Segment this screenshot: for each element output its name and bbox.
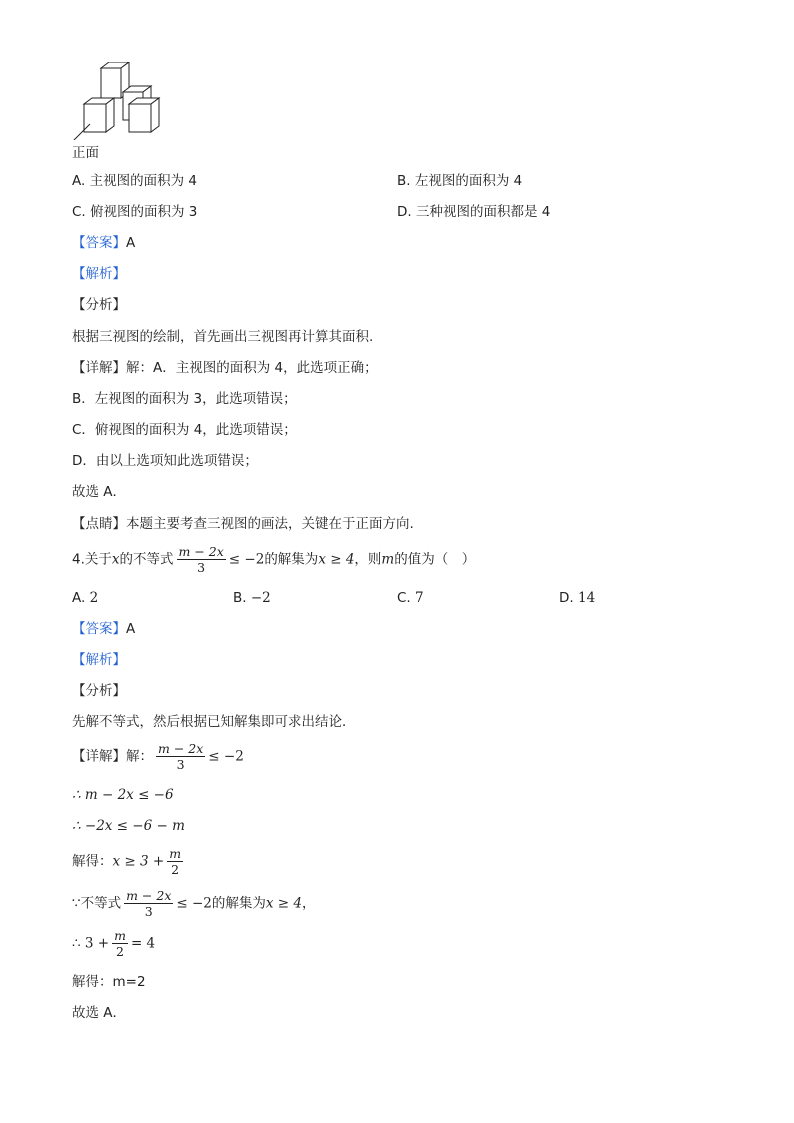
q3-dianjing: 【点睛】本题主要考查三视图的画法，关键在于正面方向. [72, 516, 414, 532]
q3-detail-4: D．由以上选项知此选项错误； [72, 453, 258, 469]
q4-fraction: $\frac{m - 2x}{3}$ [178, 544, 224, 575]
cube-stack-figure [70, 62, 170, 144]
q3-detail-1: 【详解】解：A．主视图的面积为 4，此选项正确； [72, 360, 378, 376]
q4-step-2: ∴ −2x ≤ −6 − m [72, 818, 185, 834]
q3-detail-3: C．俯视图的面积为 4，此选项错误； [72, 422, 297, 438]
q3-conclusion: 故选 A． [72, 484, 127, 500]
q4-detail-fraction: $\frac{m - 2x}{3}$ [158, 741, 204, 772]
q4-option-b: B. −2 [233, 590, 271, 606]
q4-fenxi: 先解不等式，然后根据已知解集即可求出结论． [72, 714, 356, 730]
q4-step-4: ∵不等式 $\frac{m - 2x}{3}$ ≤ −2的解集为x ≥ 4， [72, 888, 316, 919]
q4-stem: 4.关于x的不等式 $\frac{m - 2x}{3}$ ≤ −2的解集为x ≥ 4，则m的值为（ ） [72, 544, 476, 575]
q4-step-6: 解得：m=2 [72, 974, 146, 990]
q4-analysis-tag: 【解析】 [72, 652, 126, 668]
q3-detail-2: B．左视图的面积为 3，此选项错误； [72, 391, 297, 407]
q4-step-5: ∴ 3 + $\frac{m}{2}$ = 4 [72, 928, 156, 959]
q3-option-b: B. 左视图的面积为 4 [397, 173, 523, 189]
q3-answer: 【答案】A [72, 235, 136, 251]
answer-tag: 【答案】 [72, 235, 126, 251]
q3-fenxi: 根据三视图的绘制，首先画出三视图再计算其面积. [72, 329, 374, 345]
q3-analysis-tag: 【解析】 [72, 266, 126, 282]
q4-option-a: A. 2 [72, 590, 99, 606]
q4-step-1: ∴ m − 2x ≤ −6 [72, 787, 174, 803]
q3-option-d: D. 三种视图的面积都是 4 [397, 204, 551, 220]
q4-conclusion: 故选 A． [72, 1005, 127, 1021]
q3-option-a: A. 主视图的面积为 4 [72, 173, 197, 189]
q3-fenxi-tag: 【分析】 [72, 297, 126, 313]
answer-tag: 【答案】 [72, 621, 126, 637]
q4-option-c: C. 7 [397, 590, 424, 606]
q4-fenxi-tag: 【分析】 [72, 683, 126, 699]
cube-stack-drawing [70, 62, 170, 140]
q3-option-c: C. 俯视图的面积为 3 [72, 204, 198, 220]
q4-detail-1: 【详解】解： $\frac{m - 2x}{3}$ ≤ −2 [72, 741, 244, 772]
q4-answer: 【答案】A [72, 621, 136, 637]
front-label: 正面 [72, 145, 99, 161]
q4-step-3: 解得：x ≥ 3 + $\frac{m}{2}$ [72, 846, 182, 877]
q4-option-d: D. 14 [559, 590, 596, 606]
